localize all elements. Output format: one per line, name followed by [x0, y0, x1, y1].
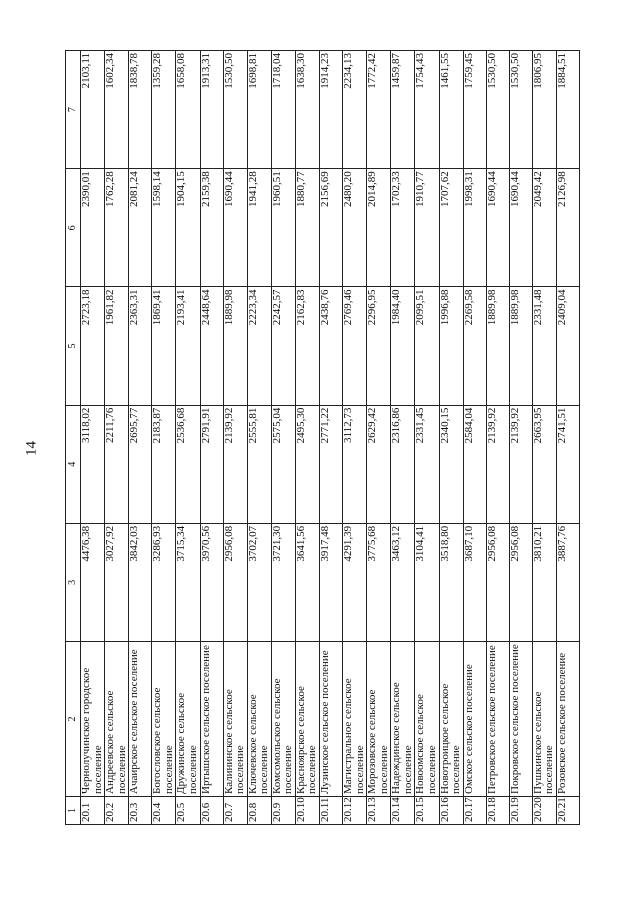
table-row [343, 51, 367, 825]
data-table [65, 50, 580, 825]
value-cell: 2495,30 [295, 405, 319, 523]
row-number-cell: 20.13 [367, 797, 391, 825]
value-cell: 1754,43 [415, 51, 439, 169]
value-cell: 3118,02 [81, 405, 105, 523]
row-number-cell: 20.4 [152, 797, 176, 825]
value-cell: 1530,50 [509, 51, 532, 169]
table-row [320, 51, 343, 825]
value-cell: 2331,48 [532, 287, 556, 405]
value-cell: 2584,04 [463, 405, 486, 523]
table-container [65, 50, 580, 825]
value-cell: 2223,34 [247, 287, 271, 405]
table-row [152, 51, 176, 825]
value-cell: 1941,28 [247, 169, 271, 287]
value-cell: 2663,95 [532, 405, 556, 523]
column-header: 5 [66, 287, 81, 405]
row-number-cell: 20.10 [295, 797, 319, 825]
row-number-cell: 20.12 [343, 797, 367, 825]
value-cell: 3702,07 [247, 523, 271, 641]
row-number-cell: 20.9 [271, 797, 295, 825]
settlement-name-cell: Розовское сельское поселение [556, 642, 579, 797]
value-cell: 1772,42 [367, 51, 391, 169]
value-cell: 3775,68 [367, 523, 391, 641]
settlement-name-cell: Пушкинское сельское поселение [532, 642, 556, 797]
value-cell: 1998,31 [463, 169, 486, 287]
value-cell: 2099,51 [415, 287, 439, 405]
settlement-name-cell: Ачаирское сельское поселение [129, 642, 152, 797]
value-cell: 1984,40 [391, 287, 415, 405]
value-cell: 1707,62 [439, 169, 463, 287]
value-cell: 1806,95 [532, 51, 556, 169]
value-cell: 2049,42 [532, 169, 556, 287]
page-number: 14 [23, 441, 40, 456]
value-cell: 3970,56 [200, 523, 223, 641]
value-cell: 3112,73 [343, 405, 367, 523]
value-cell: 2156,69 [320, 169, 343, 287]
column-header: 4 [66, 405, 81, 523]
value-cell: 2139,92 [223, 405, 247, 523]
value-cell: 2409,04 [556, 287, 579, 405]
column-header: 1 [66, 797, 81, 825]
column-header: 3 [66, 523, 81, 641]
settlement-name-cell: Магистральное сельское поселение [343, 642, 367, 797]
value-cell: 3917,48 [320, 523, 343, 641]
value-cell: 2390,01 [81, 169, 105, 287]
value-cell: 2316,86 [391, 405, 415, 523]
value-cell: 2438,76 [320, 287, 343, 405]
value-cell: 1961,82 [105, 287, 129, 405]
table-row [391, 51, 415, 825]
value-cell: 3842,03 [129, 523, 152, 641]
value-cell: 2575,04 [271, 405, 295, 523]
value-cell: 2139,92 [486, 405, 509, 523]
settlement-name-cell: Богословское сельское поселение [152, 642, 176, 797]
column-header: 7 [66, 51, 81, 169]
value-cell: 1690,44 [486, 169, 509, 287]
value-cell: 1530,50 [223, 51, 247, 169]
value-cell: 2211,76 [105, 405, 129, 523]
value-cell: 4291,39 [343, 523, 367, 641]
settlement-name-cell: Комсомольское сельское поселение [271, 642, 295, 797]
row-number-cell: 20.8 [247, 797, 271, 825]
value-cell: 1884,51 [556, 51, 579, 169]
value-cell: 2081,24 [129, 169, 152, 287]
value-cell: 2956,08 [223, 523, 247, 641]
value-cell: 3463,12 [391, 523, 415, 641]
value-cell: 1638,30 [295, 51, 319, 169]
table-row [223, 51, 247, 825]
value-cell: 1838,78 [129, 51, 152, 169]
row-number-cell: 20.20 [532, 797, 556, 825]
table-row [532, 51, 556, 825]
value-cell: 1880,77 [295, 169, 319, 287]
value-cell: 1718,04 [271, 51, 295, 169]
settlement-name-cell: Чернолучинское городское поселение [81, 642, 105, 797]
settlement-name-cell: Дружинское сельское поселение [176, 642, 200, 797]
value-cell: 3721,30 [271, 523, 295, 641]
value-cell: 4476,38 [81, 523, 105, 641]
value-cell: 2331,45 [415, 405, 439, 523]
table-body [81, 51, 580, 825]
value-cell: 1910,77 [415, 169, 439, 287]
settlement-name-cell: Лузинское сельское поселение [320, 642, 343, 797]
settlement-name-cell: Андреевское сельское поселение [105, 642, 129, 797]
settlement-name-cell: Ключевское сельское поселение [247, 642, 271, 797]
value-cell: 2162,83 [295, 287, 319, 405]
value-cell: 1913,31 [200, 51, 223, 169]
value-cell: 2480,20 [343, 169, 367, 287]
value-cell: 3286,93 [152, 523, 176, 641]
row-number-cell: 20.3 [129, 797, 152, 825]
value-cell: 1914,23 [320, 51, 343, 169]
value-cell: 2695,77 [129, 405, 152, 523]
value-cell: 1459,87 [391, 51, 415, 169]
value-cell: 1996,88 [439, 287, 463, 405]
row-number-cell: 20.7 [223, 797, 247, 825]
table-row [415, 51, 439, 825]
row-number-cell: 20.19 [509, 797, 532, 825]
value-cell: 2126,98 [556, 169, 579, 287]
value-cell: 1698,81 [247, 51, 271, 169]
table-row [509, 51, 532, 825]
value-cell: 3887,76 [556, 523, 579, 641]
value-cell: 3641,56 [295, 523, 319, 641]
value-cell: 2555,81 [247, 405, 271, 523]
value-cell: 3810,21 [532, 523, 556, 641]
value-cell: 2536,68 [176, 405, 200, 523]
value-cell: 1702,33 [391, 169, 415, 287]
table-row [367, 51, 391, 825]
value-cell: 1889,98 [223, 287, 247, 405]
value-cell: 1889,98 [486, 287, 509, 405]
settlement-name-cell: Морозовское сельское поселение [367, 642, 391, 797]
value-cell: 3715,34 [176, 523, 200, 641]
value-cell: 1759,45 [463, 51, 486, 169]
value-cell: 1359,28 [152, 51, 176, 169]
value-cell: 2296,95 [367, 287, 391, 405]
value-cell: 3518,80 [439, 523, 463, 641]
value-cell: 1690,44 [223, 169, 247, 287]
value-cell: 2139,92 [509, 405, 532, 523]
value-cell: 2956,08 [486, 523, 509, 641]
settlement-name-cell: Покровское сельское поселение [509, 642, 532, 797]
value-cell: 2269,58 [463, 287, 486, 405]
value-cell: 2014,89 [367, 169, 391, 287]
row-number-cell: 20.16 [439, 797, 463, 825]
table-row [247, 51, 271, 825]
table-row [81, 51, 105, 825]
value-cell: 1658,08 [176, 51, 200, 169]
value-cell: 2103,11 [81, 51, 105, 169]
value-cell: 2159,38 [200, 169, 223, 287]
table-row [295, 51, 319, 825]
value-cell: 3104,41 [415, 523, 439, 641]
value-cell: 2769,46 [343, 287, 367, 405]
value-cell: 1904,15 [176, 169, 200, 287]
value-cell: 2771,22 [320, 405, 343, 523]
settlement-name-cell: Надеждинское сельское поселение [391, 642, 415, 797]
settlement-name-cell: Красноярское сельское поселение [295, 642, 319, 797]
value-cell: 2791,91 [200, 405, 223, 523]
row-number-cell: 20.15 [415, 797, 439, 825]
value-cell: 1889,98 [509, 287, 532, 405]
row-number-cell: 20.18 [486, 797, 509, 825]
settlement-name-cell: Омское сельское поселение [463, 642, 486, 797]
table-row [463, 51, 486, 825]
value-cell: 1602,34 [105, 51, 129, 169]
table-row [176, 51, 200, 825]
value-cell: 1530,50 [486, 51, 509, 169]
value-cell: 2448,64 [200, 287, 223, 405]
value-cell: 2234,13 [343, 51, 367, 169]
settlement-name-cell: Иртышское сельское поселение [200, 642, 223, 797]
value-cell: 2183,87 [152, 405, 176, 523]
row-number-cell: 20.1 [81, 797, 105, 825]
row-number-cell: 20.17 [463, 797, 486, 825]
settlement-name-cell: Новотроицкое сельское поселение [439, 642, 463, 797]
table-header-row [66, 51, 81, 825]
value-cell: 1461,55 [439, 51, 463, 169]
table-row [129, 51, 152, 825]
column-header: 2 [66, 642, 81, 797]
value-cell: 1960,51 [271, 169, 295, 287]
value-cell: 2193,41 [176, 287, 200, 405]
table-row [200, 51, 223, 825]
value-cell: 2242,57 [271, 287, 295, 405]
value-cell: 3027,92 [105, 523, 129, 641]
table-row [439, 51, 463, 825]
value-cell: 1598,14 [152, 169, 176, 287]
value-cell: 2363,31 [129, 287, 152, 405]
row-number-cell: 20.2 [105, 797, 129, 825]
column-header: 6 [66, 169, 81, 287]
settlement-name-cell: Петровское сельское поселение [486, 642, 509, 797]
row-number-cell: 20.21 [556, 797, 579, 825]
value-cell: 2340,15 [439, 405, 463, 523]
table-row [556, 51, 579, 825]
value-cell: 2723,18 [81, 287, 105, 405]
value-cell: 2629,42 [367, 405, 391, 523]
row-number-cell: 20.5 [176, 797, 200, 825]
settlement-name-cell: Калининское сельское поселение [223, 642, 247, 797]
value-cell: 3687,10 [463, 523, 486, 641]
settlement-name-cell: Новоомское сельское поселение [415, 642, 439, 797]
value-cell: 2956,08 [509, 523, 532, 641]
value-cell: 1869,41 [152, 287, 176, 405]
value-cell: 2741,51 [556, 405, 579, 523]
row-number-cell: 20.11 [320, 797, 343, 825]
table-row [105, 51, 129, 825]
value-cell: 1690,44 [509, 169, 532, 287]
table-row [486, 51, 509, 825]
row-number-cell: 20.14 [391, 797, 415, 825]
row-number-cell: 20.6 [200, 797, 223, 825]
table-row [271, 51, 295, 825]
value-cell: 1762,28 [105, 169, 129, 287]
